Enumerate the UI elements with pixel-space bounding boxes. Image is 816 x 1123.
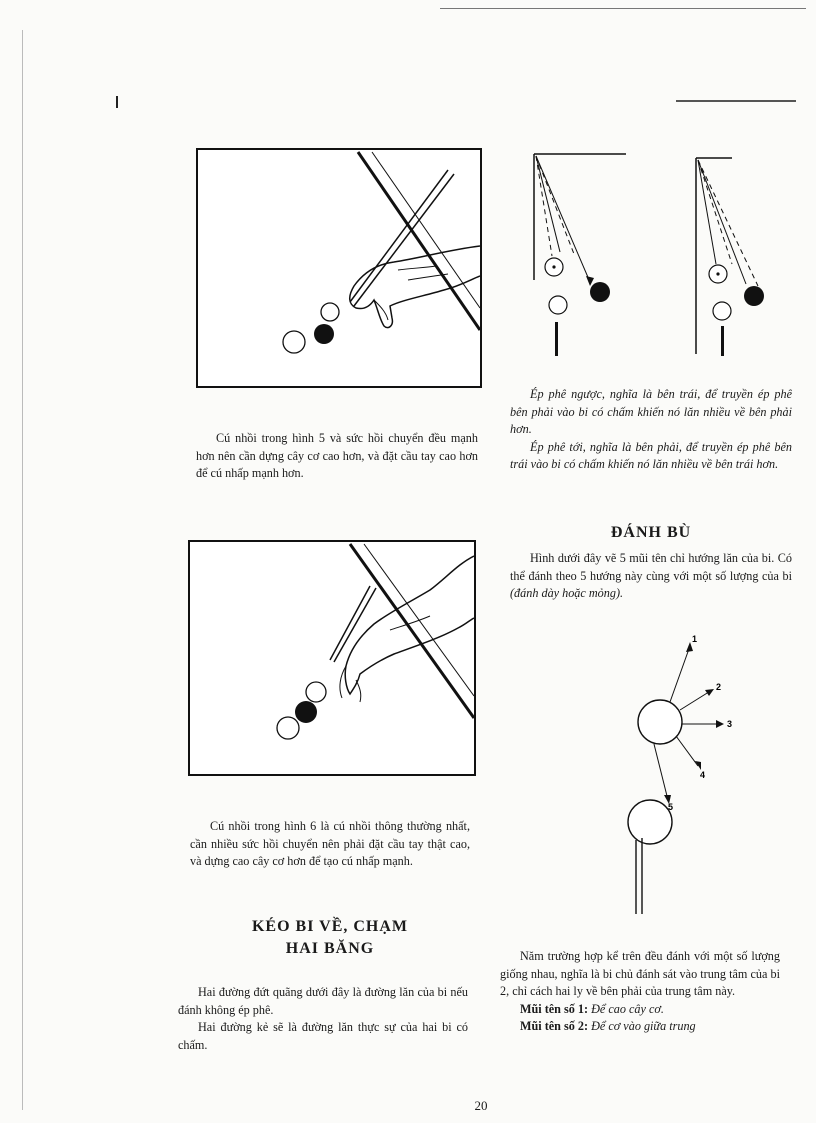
cue-tip	[555, 322, 558, 356]
object-ball-small	[306, 682, 326, 702]
danh-bu-intro: Hình dưới đây vẽ 5 mũi tên chỉ hướng lăn của bi. Có thể đánh theo 5 hướng này cùng với một số lượng của bi (đánh dày hoặc mỏng).	[510, 551, 792, 600]
white-ball	[277, 717, 299, 739]
section-heading-keo-bi-ve: KÉO BI VỀ, CHẠM HAI BĂNG	[251, 918, 409, 957]
arrow-1	[670, 646, 690, 702]
arrow-label-3: 3	[727, 719, 733, 729]
right-body-text: Năm trường hợp kể trên đều đánh với một số lượng giống nhau, nghĩa là bi chủ đánh sát vào trung tâm của bi 2, chỉ cách hai ly về bên phải của trung tâm này. Mũi tên số 1: Để cao cây cơ. Mũi tên số 2: Để cơ vào giữa trung	[500, 949, 780, 1033]
cue-ball	[713, 302, 731, 320]
arrow1-label: Mũi tên số 1:	[520, 1001, 589, 1016]
black-ball	[314, 324, 334, 344]
cue-ball	[549, 296, 567, 314]
arrow2-label: Mũi tên số 2:	[520, 1019, 589, 1033]
black-ball	[744, 286, 764, 306]
scan-edge-line-left	[22, 30, 23, 1110]
target-ball	[638, 700, 682, 744]
arrow1-text: Để cao cây cơ.	[591, 1001, 664, 1016]
left-body-text: Hai đường đứt quãng dưới đây là đường lăn của bi nếu đánh không ép phê. Hai đường kẻ sẽ là đường lăn thực sự của hai bi có chấm.	[178, 985, 468, 1052]
white-ball	[283, 331, 305, 353]
figure-6-illustration	[188, 540, 476, 776]
arrow-label-4: 4	[700, 770, 706, 780]
scan-edge-line-right-top	[676, 100, 796, 102]
page-number: 20	[474, 1098, 488, 1113]
cue-tip	[721, 326, 724, 356]
arm-outline	[345, 556, 474, 694]
arrow-label-2: 2	[716, 682, 722, 692]
spin-captions: Ép phê ngược, nghĩa là bên trái, để truyền ép phê bên phải vào bi có chấm khiến nó lăn nhiều về bên phải hơn. Ép phê tới, nghĩa là bên phải, để truyền ép phê bên trái vào bi có chấm khiến nó lăn nhiều về bên trái hơn.	[510, 387, 792, 471]
table-rail-diagonal	[350, 544, 474, 718]
cue-stick	[350, 170, 448, 302]
caption-figure-5: Cú nhồi trong hình 5 và sức hồi chuyển đều mạnh hơn nên cần dựng cây cơ cao hơn, và đặt cầu tay cao hơn để cú nhấp mạnh hơn.	[196, 431, 478, 480]
black-ball	[295, 701, 317, 723]
table-rail-diagonal	[358, 152, 480, 330]
section-heading-danh-bu: ĐÁNH BÙ	[610, 524, 692, 541]
five-arrow-diagram	[610, 632, 750, 922]
intro-italic: (đánh dày hoặc mỏng).	[510, 586, 624, 600]
arrow-5	[654, 744, 668, 800]
hand-fingers	[374, 266, 448, 320]
spin-diagram-left	[530, 150, 640, 360]
caption-figure-6: Cú nhồi trong hình 6 là cú nhồi thông thường nhất, cần nhiều sức hồi chuyển nên phải đặt cầu tay thật cao, và dựng cao cây cơ hơn để tạo cú nhấp mạnh.	[190, 819, 470, 868]
arrow-label-5: 5	[668, 802, 674, 812]
black-ball	[590, 282, 610, 302]
table-rail-diagonal-inner	[372, 152, 480, 308]
cue-stick	[330, 586, 370, 660]
cue-stick-edge	[354, 174, 454, 306]
spin-diagram-right	[692, 154, 802, 364]
arrow2-text: Để cơ vào giữa trung	[591, 1019, 696, 1033]
arrow-4	[676, 736, 698, 766]
cue-stick-edge	[334, 588, 376, 662]
object-ball-small	[321, 303, 339, 321]
striker-ball	[628, 800, 672, 844]
figure-5-illustration	[196, 148, 482, 388]
scan-edge-line-top	[440, 8, 806, 9]
scan-mark	[116, 96, 118, 108]
arrow-label-1: 1	[692, 634, 698, 644]
